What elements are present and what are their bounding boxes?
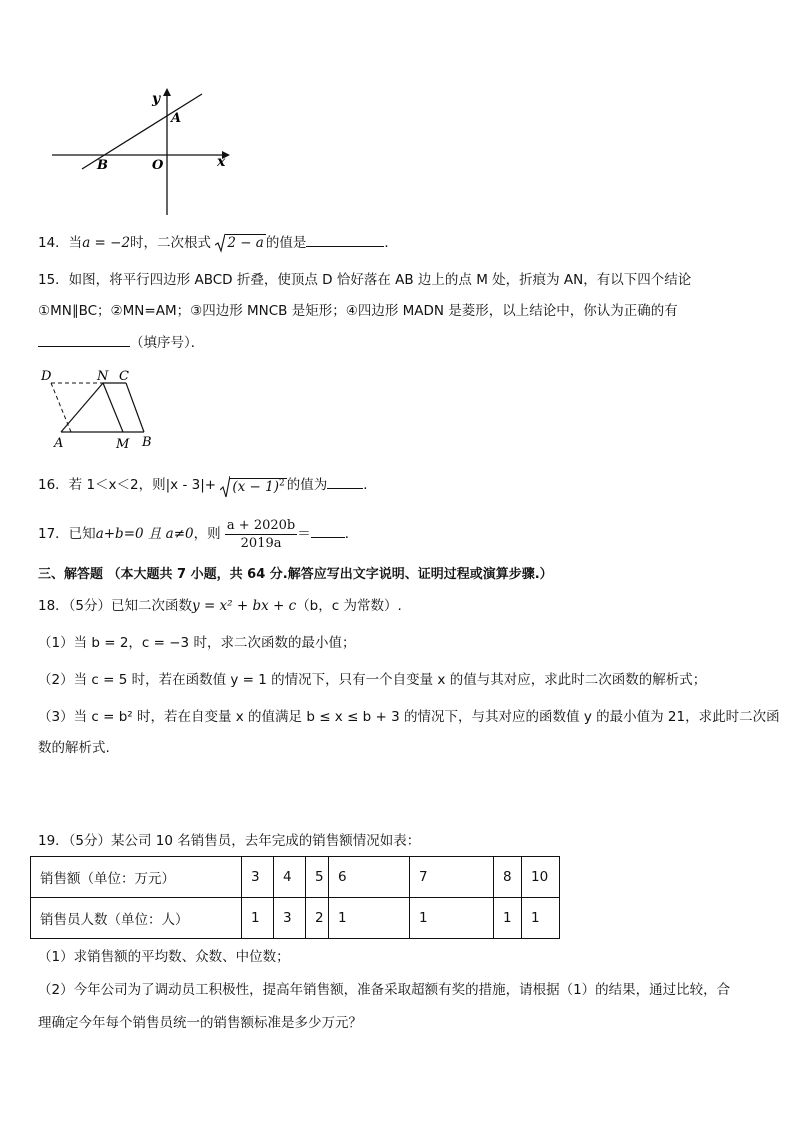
q16-prefix: 16．若 1＜x＜2，则|x - 3|+ [38,476,217,493]
table-cell: 1 [329,898,410,939]
q17-fraction [225,517,297,552]
y-axis-arrow [163,88,171,96]
q17-numerator: a + 2020b [226,517,296,533]
point-c-label: C [119,369,129,384]
question-18-stem [38,596,402,616]
table-cell: 6 [329,857,410,898]
q15-answer-blank[interactable] [38,332,130,347]
table-row [31,857,560,898]
q14-condition: a = −2 [82,235,131,251]
q16-radicand [230,478,286,495]
q16-exponent: 2 [279,478,285,488]
q16-answer-blank[interactable] [327,474,363,489]
q15-suffix: （填序号）． [130,335,205,351]
question-19-part-2: （2）今年公司为了调动员工积极性，提高年销售额，准备采取超额有奖的措施，请根据（1）的结果，通过比较，合 [38,982,731,998]
question-14 [38,232,398,253]
q14-radical [215,233,266,253]
q18-stem-prefix: 18．（5分）已知二次函数 [38,598,193,614]
question-16 [38,470,377,500]
q17-equals: ＝ [297,526,311,542]
q17-prefix: 17．已知 [38,526,96,542]
question-18-part-3: （3）当 c = b² 时，若在自变量 x 的值满足 b ≤ x ≤ b + 3 的情况下，与其对应的函数值 y 的最小值为 21，求此时二次函 [38,709,780,725]
table-cell: 10 [522,857,560,898]
table-cell: 4 [274,857,306,898]
fold-line-an [61,383,103,432]
origin-label: O [152,158,164,173]
table-cell: 销售额（单位：万元） [31,857,242,898]
q18-formula: y = x² + bx + c [192,598,297,614]
table-cell: 7 [410,857,494,898]
q16-end: ． [363,476,377,493]
point-a-label: A [54,436,64,451]
q16-radical [220,470,286,500]
table-cell: 1 [522,898,560,939]
table-cell: 1 [410,898,494,939]
point-n-label: N [97,369,109,384]
point-m-label: M [116,437,130,452]
q16-radicand-text: (x − 1) [232,478,280,495]
q17-condition: a+b=0 且 a≠0 [95,526,194,542]
q14-mid: 时，二次根式 [130,235,212,251]
question-19-stem: 19．（5分）某公司 10 名销售员，去年完成的销售额情况如表： [38,833,421,849]
question-15-line-2: ①MN∥BC；②MN=AM；③四边形 MNCB 是矩形；④四边形 MADN 是菱形，以上结论中，你认为正确的有 [38,303,678,319]
question-15-line-1: 15．如图，将平行四边形 ABCD 折叠，使顶点 D 恰好落在 AB 边上的点 M 处，折痕为 AN，有以下四个结论 [38,272,692,288]
q18-stem-suffix: （b，c 为常数）. [296,598,402,614]
sales-table [30,856,560,939]
point-d-label: D [41,369,52,384]
x-axis-label: x [217,154,226,170]
table-row [31,898,560,939]
question-19-part-2-cont: 理确定今年每个销售员统一的销售额标准是多少万元？ [38,1015,362,1031]
parallelogram-figure [34,364,164,454]
question-17 [38,514,358,554]
question-19-part-1: （1）求销售额的平均数、众数、中位数； [38,949,290,965]
question-18-part-1: （1）当 b = 2，c = −3 时，求二次函数的最小值； [38,635,356,651]
table-cell: 5 [306,857,329,898]
coordinate-figure [40,82,240,222]
segment-mn [103,383,123,432]
table-cell: 3 [242,857,274,898]
radical-sign-icon [220,475,230,499]
question-15-line-3 [38,332,204,353]
side-bc [126,383,144,432]
table-cell: 销售员人数（单位：人） [31,898,242,939]
q14-suffix: 的值是 [265,235,307,251]
table-cell: 1 [494,898,522,939]
q14-prefix: 14．当 [38,235,83,251]
q17-denominator: 2019a [240,535,282,551]
q14-radicand: 2 − a [227,235,264,251]
question-18-part-3-cont: 数的解析式. [38,740,110,756]
q14-answer-blank[interactable] [306,232,384,247]
q17-answer-blank[interactable] [311,523,345,538]
table-cell: 1 [242,898,274,939]
y-axis-label: y [152,91,161,107]
point-b-label: B [142,435,152,450]
radical-sign-icon [215,233,225,253]
table-cell: 8 [494,857,522,898]
point-b-label: B [97,158,108,173]
table-cell: 3 [274,898,306,939]
q17-end: ． [344,526,359,542]
section-heading: 三、解答题 （本大题共 7 小题，共 64 分.解答应写出文字说明、证明过程或演算步骤.） [38,567,553,582]
q17-mid: ，则 [193,526,221,542]
q14-end: ． [384,235,398,251]
table-cell: 2 [306,898,329,939]
point-a-label: A [171,111,182,126]
question-18-part-2: （2）当 c = 5 时，若在函数值 y = 1 的情况下，只有一个自变量 x 的值与其对应，求此时二次函数的解析式； [38,672,707,688]
q16-suffix: 的值为 [286,476,328,493]
